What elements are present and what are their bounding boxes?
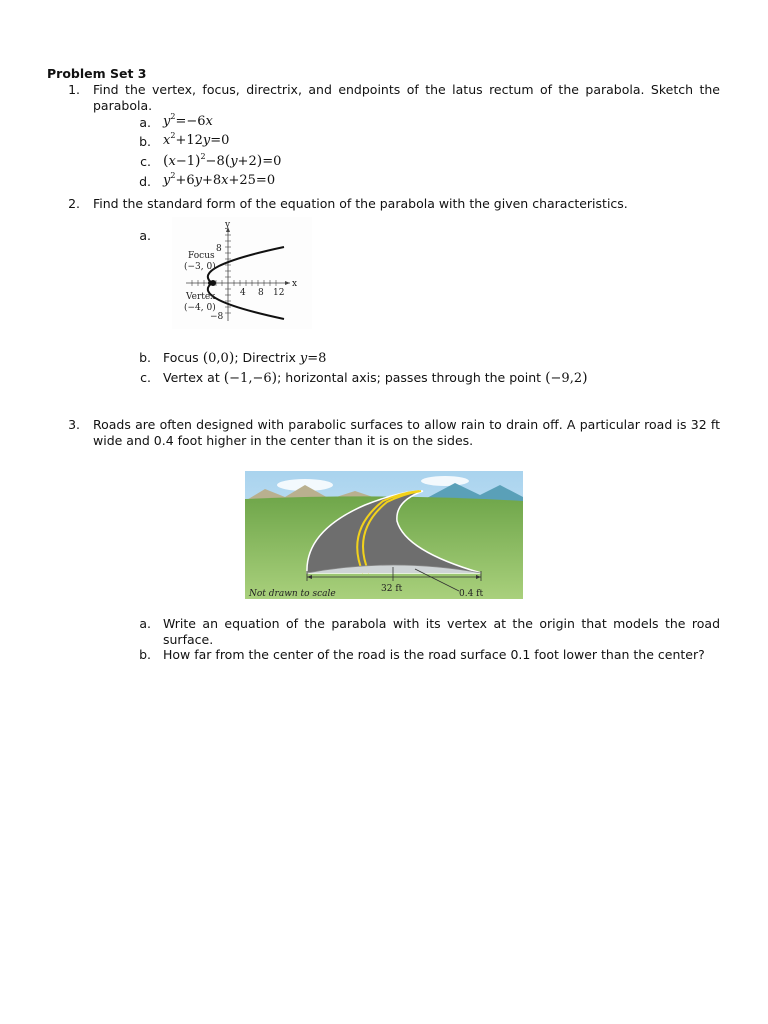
problem-2a-label: a. xyxy=(139,228,151,243)
problem-2c-label: c. xyxy=(140,370,151,385)
problem-1-text: Find the vertex, focus, directrix, and endpoints of the latus rectum of the parabola. Sketch the parabola. xyxy=(93,82,720,113)
vertex-point xyxy=(208,281,212,285)
problem-2-text: Find the standard form of the equation of the parabola with the given characteristics. xyxy=(93,196,628,211)
problem-1b-equation: $x^2+12y=0$ xyxy=(163,131,230,148)
road-height-label: 0.4 ft xyxy=(459,589,484,599)
problem-3b-label: b. xyxy=(139,647,151,662)
problem-3a-label: a. xyxy=(139,616,151,631)
graph-tick-y-bottom: −8 xyxy=(210,312,224,322)
problem-1-number: 1. xyxy=(68,82,80,97)
graph-tick-x-4: 4 xyxy=(240,288,246,298)
problem-2b-label: b. xyxy=(139,350,151,365)
graph-vertex-coord: (−4, 0) xyxy=(184,303,216,313)
problem-1a-equation: $y^2=-6x$ xyxy=(163,112,213,129)
road-figure xyxy=(245,471,523,599)
problem-1d-label: d. xyxy=(139,174,151,189)
problem-2-number: 2. xyxy=(68,196,80,211)
problem-3-number: 3. xyxy=(68,417,80,432)
problem-1a-label: a. xyxy=(139,115,151,130)
parabola-graph xyxy=(172,217,312,329)
graph-y-label: y xyxy=(225,220,231,230)
problem-1b-label: b. xyxy=(139,134,151,149)
problem-3a-text: Write an equation of the parabola with its vertex at the origin that models the road surface. xyxy=(163,616,720,647)
graph-tick-x-8: 8 xyxy=(258,288,264,298)
graph-vertex-label: Vertex xyxy=(186,292,216,302)
problem-1c-equation: $(x-1)^2-8(y+2)=0$ xyxy=(163,152,282,169)
graph-tick-y-top: 8 xyxy=(216,244,222,254)
page-title: Problem Set 3 xyxy=(47,66,147,81)
road-width-label: 32 ft xyxy=(381,584,403,594)
graph-x-label: x xyxy=(292,279,298,289)
problem-3-text: Roads are often designed with parabolic surfaces to allow rain to drain off. A particular road is 32 ft wide and 0.4 foot higher in the center than it is on the sides. xyxy=(93,417,720,448)
graph-focus-label: Focus xyxy=(188,251,215,261)
road-scale-note: Not drawn to scale xyxy=(249,589,336,599)
problem-2c-text: Vertex at (−1,−6); horizontal axis; passes through the point (−9,2) xyxy=(163,370,588,386)
graph-tick-x-12: 12 xyxy=(273,288,285,298)
problem-1c-label: c. xyxy=(140,154,151,169)
problem-1d-equation: $y^2+6y+8x+25=0$ xyxy=(163,171,276,188)
problem-3b-text: How far from the center of the road is the road surface 0.1 foot lower than the center? xyxy=(163,647,705,662)
graph-focus-coord: (−3, 0) xyxy=(184,262,216,272)
problem-2b-text: Focus (0,0); Directrix y=8 xyxy=(163,350,327,366)
